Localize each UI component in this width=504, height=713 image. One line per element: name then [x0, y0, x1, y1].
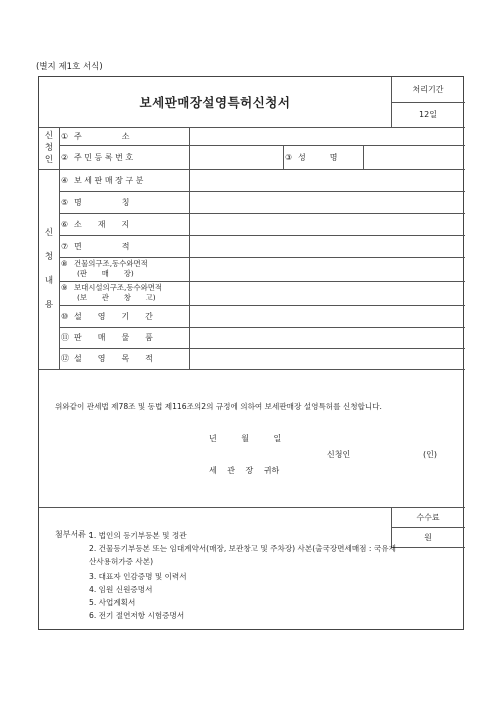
attachment-item: 5. 사업계획서	[89, 598, 136, 607]
rrn-label: ② 주 민 등 록 번 호	[61, 152, 134, 162]
form-title: 보세판매장설영특허신청서	[139, 95, 291, 110]
address-label: ① 주 소	[61, 131, 130, 141]
processing-period-value: 12일	[419, 110, 437, 119]
application-form	[38, 76, 464, 630]
attachment-item: 3. 대표자 인감증명 및 이력서	[89, 572, 187, 581]
addressee: 세 관 장 귀하	[209, 466, 280, 475]
attachment-item: 1. 법인의 등기부등본 및 정관	[89, 531, 187, 540]
attachments-label: 첨부서류 :	[55, 530, 92, 539]
date-line: 년 월 일	[209, 434, 282, 443]
row-purpose: ⑫ 설 영 목 적	[61, 354, 153, 363]
row-area: ⑦ 면 적	[61, 241, 130, 251]
attachment-item: 6. 전기 절연저항 시험증명서	[89, 611, 185, 620]
row-operation-period: ⑩ 설 영 기 간	[61, 311, 153, 321]
fee-value: 원	[424, 532, 432, 542]
name-label: ③ 성 명	[285, 152, 338, 162]
row-building-structure: ⑧ 건물의구조,동수와면적 (판 매 장)	[61, 259, 148, 278]
declaration-text: 위와같이 관세법 제78조 및 동법 제116조의2의 규정에 의하여 보세판매장 설영특허를 신청합니다.	[55, 402, 382, 411]
row-shop-type: ④ 보 세 판 매 장 구 분	[61, 175, 144, 185]
content-group-label: 신 청 내 용	[44, 228, 54, 310]
row-goods: ⑪ 판 매 물 품	[61, 333, 153, 342]
applicant-signature-label: 신청인	[327, 450, 351, 459]
row-location: ⑥ 소 재 지	[61, 219, 130, 229]
applicant-group-label: 신 청 인	[44, 131, 54, 165]
attachment-item: 2. 건물등기부등본 또는 임대계약서(매장, 보관창고 및 주차장) 사본(출국장면세매점 : 국유재산사용허가증 사본)	[89, 544, 396, 566]
row-name: ⑤ 명 칭	[61, 197, 130, 207]
row-storage-structure: ⑨ 보대시설의구조,동수와면적 (보 관 창 고)	[61, 283, 163, 302]
fee-label: 수수료	[416, 512, 440, 522]
form-caption: (별지 제1호 서식)	[36, 62, 103, 72]
attachment-item: 4. 임원 신원증명서	[89, 585, 153, 594]
processing-period-label: 처리기간	[412, 85, 444, 94]
seal-mark: (인)	[423, 450, 437, 459]
